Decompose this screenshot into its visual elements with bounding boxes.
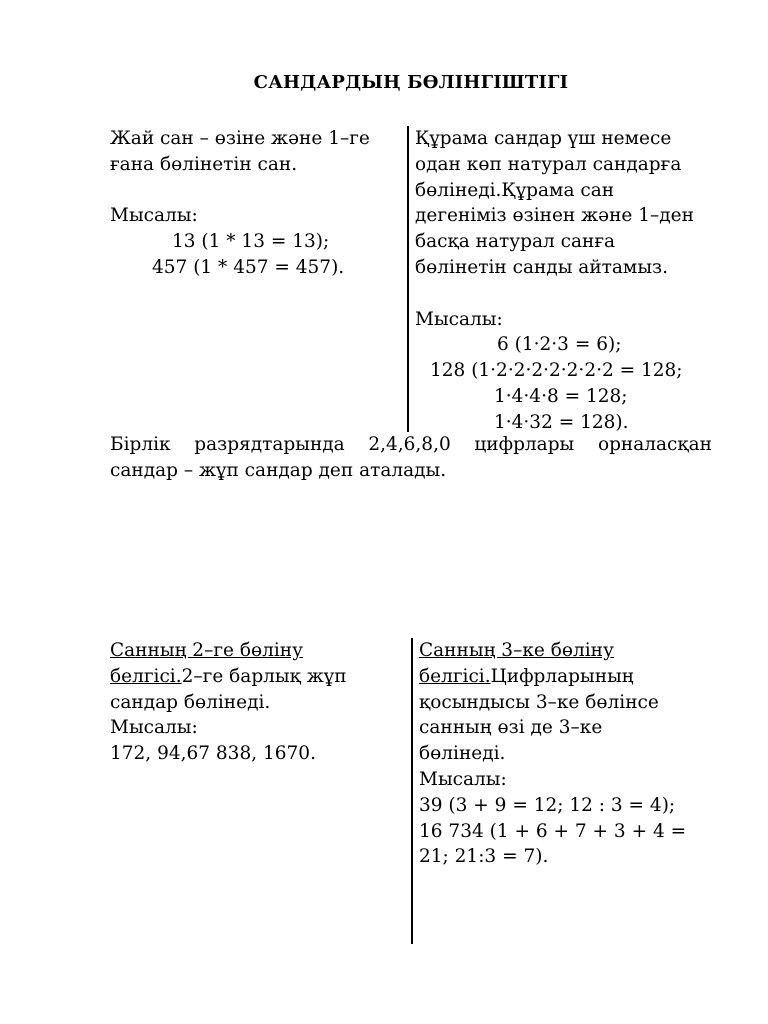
column-divider: [407, 126, 409, 432]
divisibility-3-heading: Санның 3–ке бөліну: [419, 640, 614, 661]
composite-definition-line: бөлінеді.Құрама сан: [415, 179, 615, 201]
example-label: Мысалы:: [415, 308, 503, 330]
divisibility-3-text: бөлінеді.: [419, 743, 506, 765]
divisibility-3-text: санның өзі де 3–ке: [419, 717, 603, 739]
divisibility-2-example: 172, 94,67 838, 1670.: [110, 743, 316, 765]
composite-definition-line: бөлінетін санды айтамыз.: [415, 256, 669, 278]
composite-definition-line: одан көп натурал сандарға: [415, 153, 682, 175]
prime-definition-line: ғана бөлінетін сан.: [110, 153, 298, 175]
composite-definition-line: Құрама сандар үш немесе: [415, 128, 672, 149]
divisibility-3-heading-line: [419, 664, 686, 690]
divisibility-2-text: сандар бөлінеді.: [110, 691, 271, 713]
divisibility-3-example: 16 734 (1 + 6 + 7 + 3 + 4 =: [419, 820, 687, 842]
divisibility-3-example: 39 (3 + 9 = 12; 12 : 3 = 4);: [419, 794, 676, 816]
divisibility-3-text: қосындысы 3–ке бөлінсе: [419, 691, 659, 713]
divisibility-3-heading-underlined: белгісі.: [419, 665, 491, 687]
divisibility-2-text: 2–ге барлық жұп: [181, 665, 347, 687]
divisibility-by-3-column: [419, 638, 686, 870]
composite-example-line: 1·4·4·8 = 128;: [494, 385, 628, 407]
example-label: Мысалы:: [110, 205, 198, 227]
column-divider: [411, 638, 413, 944]
blank-line: [110, 178, 370, 204]
blank-line: [415, 281, 694, 307]
composite-example-line: 128 (1·2·2·2·2·2·2·2 = 128;: [430, 360, 683, 382]
divisibility-3-example: 21; 21:3 = 7).: [419, 846, 549, 868]
page-title: САНДАРДЫҢ БӨЛІНГІШТІГІ: [253, 72, 569, 93]
composite-example-line: 6 (1·2·3 = 6);: [497, 334, 622, 356]
even-numbers-line: сандар – жұп сандар деп аталады.: [110, 459, 447, 481]
prime-example-line: 457 (1 * 457 = 457).: [152, 256, 345, 278]
composite-number-column: [415, 126, 694, 436]
prime-definition-line: Жай сан – өзіне және 1–ге: [110, 128, 370, 149]
example-label: Мысалы:: [419, 768, 507, 790]
even-numbers-line: Бірлік разрядтарында 2,4,6,8,0 цифрлары орналасқан: [110, 434, 712, 455]
prime-number-column: [110, 126, 370, 281]
divisibility-by-2-column: [110, 638, 347, 767]
divisibility-2-heading: Санның 2–ге бөліну: [110, 640, 304, 661]
divisibility-3-text: Цифрларының: [490, 665, 634, 687]
divisibility-2-heading-line: [110, 664, 347, 690]
composite-example-line: 1·4·32 = 128).: [494, 411, 629, 433]
composite-definition-line: дегеніміз өзінен және 1–ден: [415, 205, 694, 227]
example-label: Мысалы:: [110, 717, 198, 739]
composite-definition-line: басқа натурал санға: [415, 231, 616, 253]
divisibility-2-heading-underlined: белгісі.: [110, 665, 182, 687]
even-numbers-paragraph: [110, 432, 712, 484]
prime-example-line: 13 (1 * 13 = 13);: [172, 231, 330, 253]
